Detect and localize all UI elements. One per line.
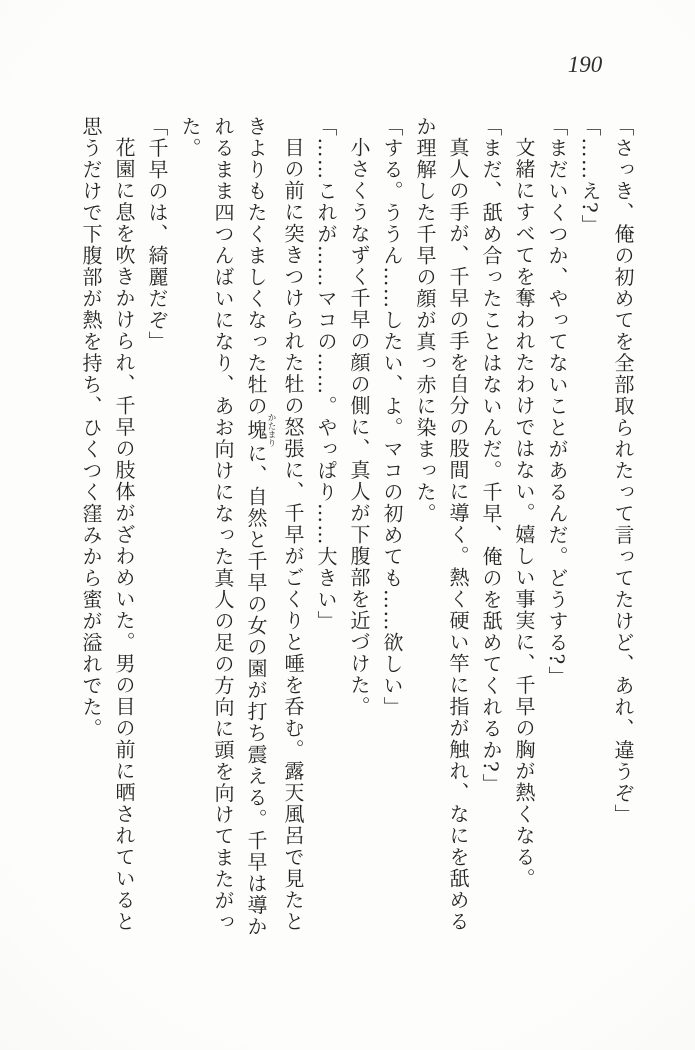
text-line: 小さくうなずく千早の顔の側に、真人が下腹部を近づけた。 (347, 137, 371, 718)
text-line: 「まだ、舐め合ったことはないんだ。千早、俺のを舐めてくれるか?」 (479, 116, 503, 795)
text-line: れるまま四つんばいになり、あお向けになった真人の足の方向に頭を向けてまたがっ (211, 116, 235, 933)
text-line: 「まだいくつか、やってないことがあるんだ。どうする?」 (545, 116, 569, 688)
text-line: 「する。ううん……したい、よ。マコの初めても……欲しい」 (380, 116, 404, 718)
text-line: 「さっき、俺の初めてを全部取られたって言ってたけど、あれ、違うぞ」 (611, 116, 635, 826)
text-line: 思うだけで下腹部が熱を持ち、ひくつく窪みから蜜が溢れでた。 (79, 116, 103, 740)
text-line: 花園に息を吹きかけられ、千早の肢体がざわめいた。男の目の前に晒されていると (112, 137, 136, 933)
text-line: 「……え?」 (578, 116, 602, 236)
ruby-annotated-word: 塊かたまり (244, 413, 276, 447)
text-line: 「千早のは、綺麗だぞ」 (145, 116, 169, 353)
page-number: 190 (567, 52, 603, 77)
text-line: 目の前に突きつけられた牡の怒張に、千早がごくりと唾を呑む。露天風呂で見たと (281, 137, 305, 933)
text-line: 「……これが……マコの……。やっぱり……大きい」 (314, 116, 338, 632)
text-line: た。 (178, 116, 202, 159)
vertical-text-block (74, 116, 639, 978)
text-line: きよりもたくましくなった牡の塊かたまりに、自然と千早の女の園が打ち震える。千早は導か (244, 116, 276, 938)
text-line: 文緒にすべてを奪われたわけではない。嬉しい事実に、千早の胸が熱くなる。 (512, 137, 536, 890)
text-line: 真人の手が、千早の手を自分の股間に導く。熱く硬い竿に指が触れ、なにを舐める (446, 137, 470, 933)
text-line: か理解した千早の顔が真っ赤に染まった。 (413, 116, 437, 525)
